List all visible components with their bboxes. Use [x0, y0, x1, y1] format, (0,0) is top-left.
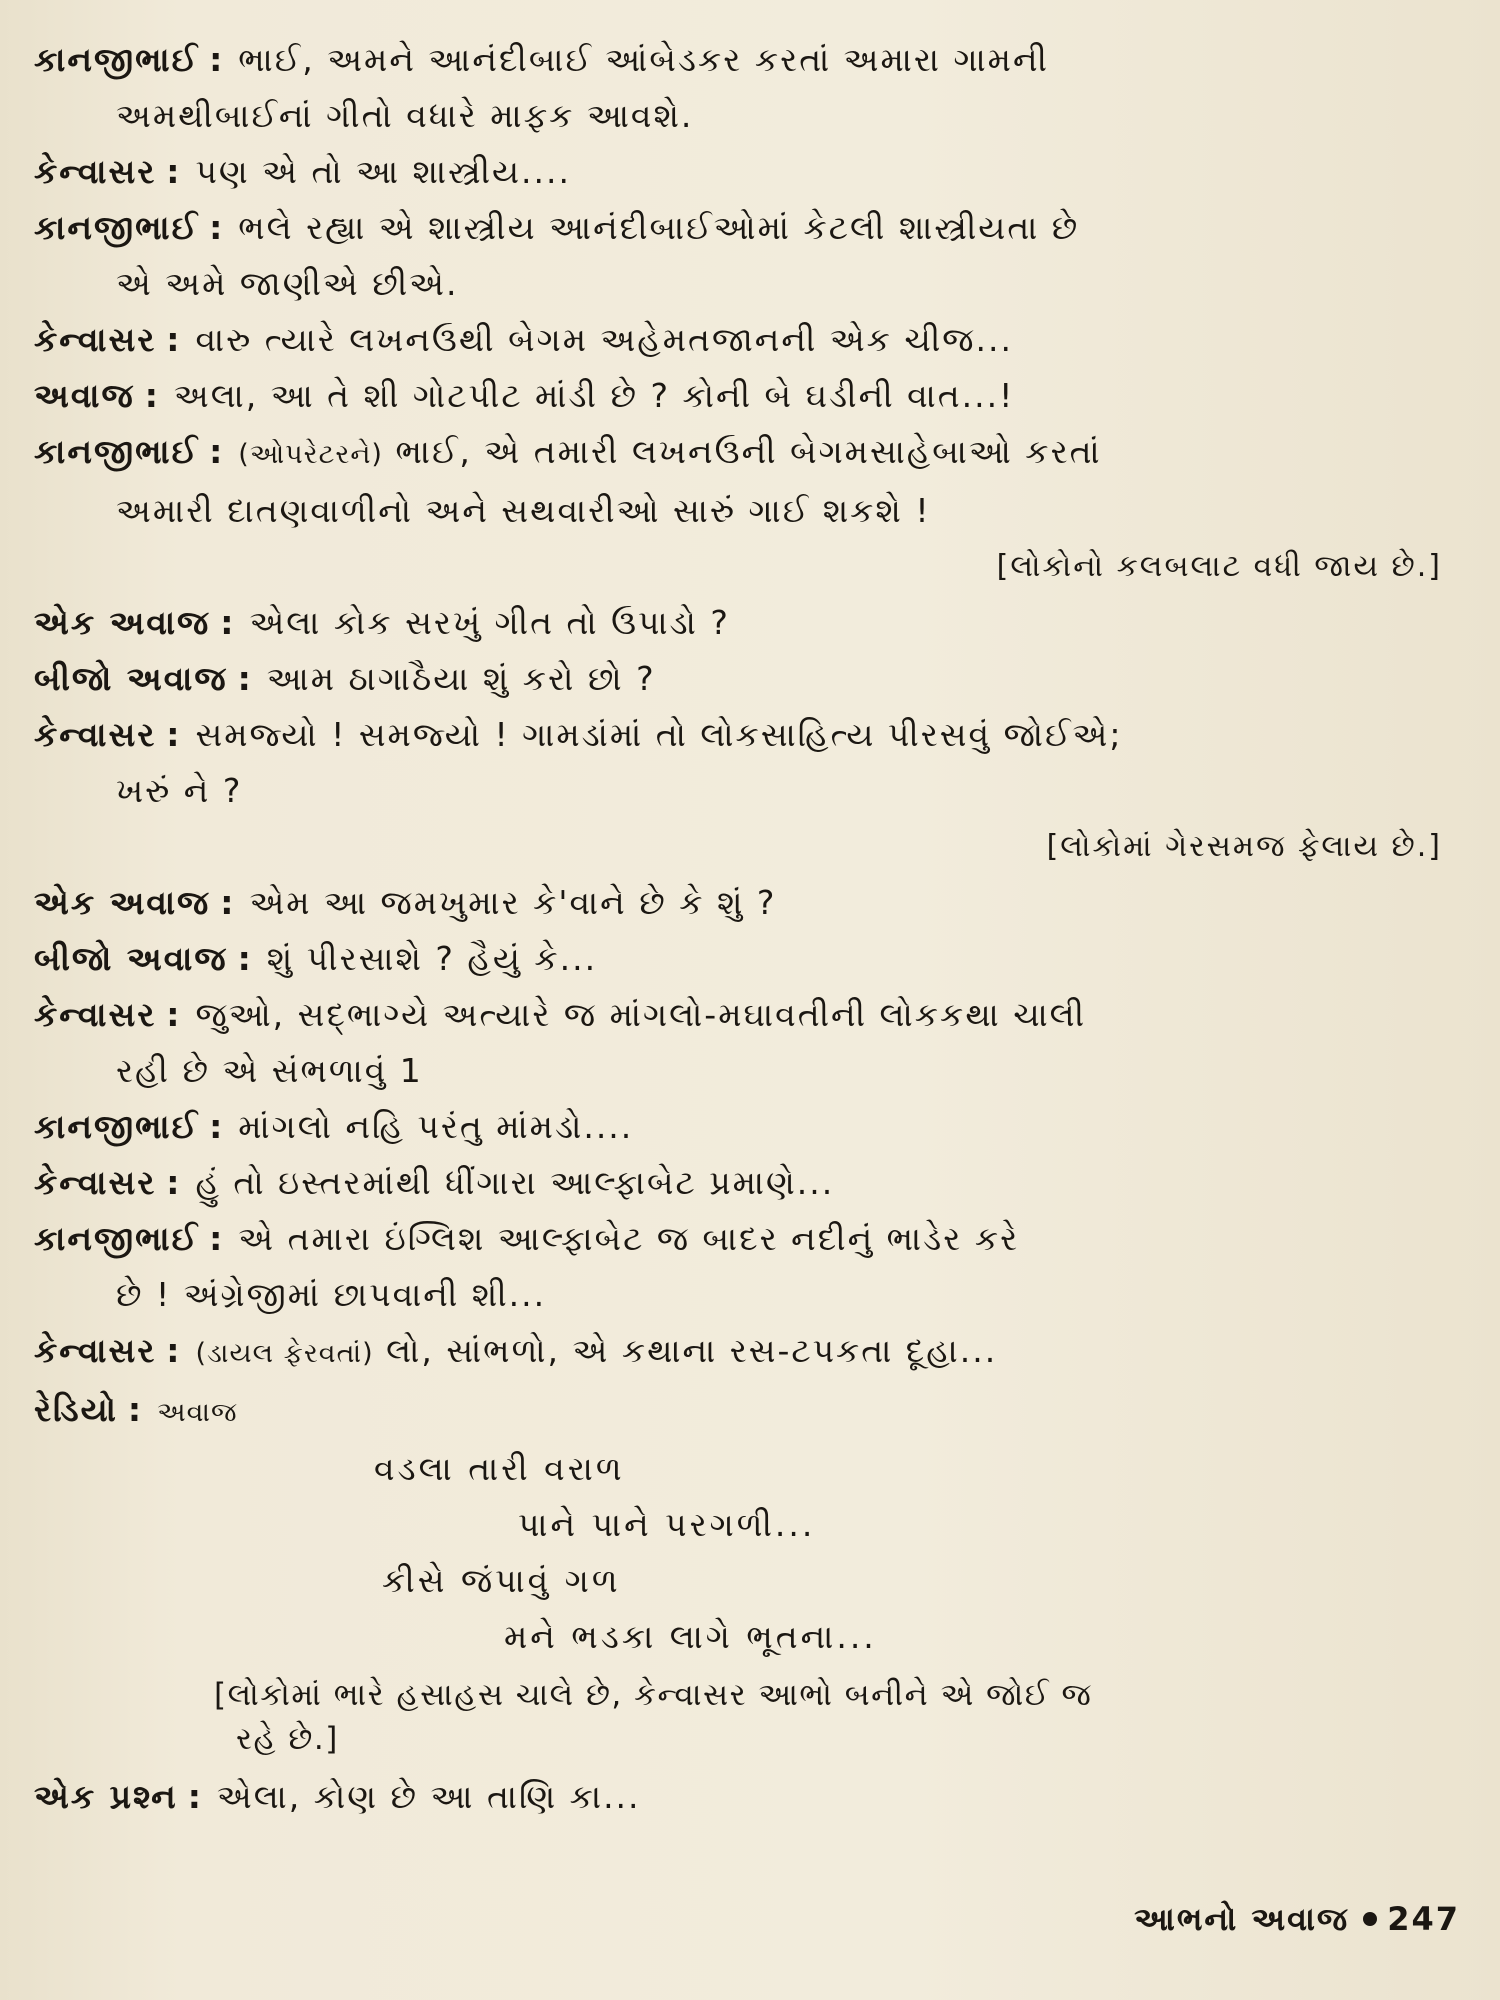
- dialogue-text: જુઓ, સદ્ભાગ્યે અત્યારે જ માંગલો-મઘાવતીની લોકકથા ચાલી: [195, 995, 1087, 1034]
- speaker: કેન્વાસર: [34, 1331, 157, 1370]
- poem-line: કીસે જંપાવું ગળ: [382, 1561, 621, 1600]
- colon: :: [209, 1219, 225, 1258]
- dialogue-text: ભાઈ, એ તમારી લખનઉની બેગમસાહેબાઓ કરતાં: [395, 432, 1102, 471]
- dialogue-continuation: રહી છે એ સંભળાવું 1: [116, 1051, 423, 1090]
- dialogue-line: [34, 152, 1464, 192]
- colon: :: [220, 883, 236, 922]
- stage-direction-text: [લોકોમાં ભારે હસાહસ ચાલે છે, કેન્વાસર આભો બનીને એ જોઈ જ: [214, 1677, 1093, 1713]
- dialogue-line: [34, 883, 1464, 923]
- book-title: આભનો અવાજ: [1134, 1900, 1350, 1938]
- dialogue-line: [34, 1777, 1464, 1817]
- running-footer: [1134, 1900, 1460, 1939]
- colon: :: [209, 432, 225, 471]
- dialogue-line: [34, 995, 1464, 1035]
- speaker: કેન્વાસર: [34, 1163, 157, 1202]
- stage-direction: [લોકોનો કલબલાટ વધી જાય છે.]: [996, 549, 1442, 584]
- colon: :: [127, 1390, 144, 1429]
- colon: :: [166, 1331, 182, 1370]
- stage-direction-inline: (ડાયલ ફેરવતાં): [195, 1338, 374, 1369]
- speaker: કેન્વાસર: [34, 320, 157, 359]
- dialogue-line: [34, 715, 1464, 755]
- dialogue-line: [34, 320, 1464, 360]
- speaker: કાનજીભાઈ: [34, 208, 200, 247]
- colon: :: [166, 1163, 182, 1202]
- dialogue-line: [34, 1163, 1464, 1203]
- dialogue-line: [34, 432, 1464, 475]
- dialogue-line: [34, 1331, 1464, 1374]
- colon: :: [166, 715, 182, 754]
- dialogue-text: એલા કોક સરખું ગીત તો ઉપાડો ?: [249, 603, 730, 642]
- speaker: બીજો અવાજ: [34, 659, 228, 698]
- speaker: કાનજીભાઈ: [34, 1107, 200, 1146]
- dialogue-continuation: ખરું ને ?: [116, 771, 243, 810]
- colon: :: [237, 659, 253, 698]
- colon: :: [144, 376, 160, 415]
- dialogue-text: હું તો ઇસ્તરમાંથી ધીંગારા આલ્ફાબેટ પ્રમાણે...: [195, 1163, 835, 1202]
- dialogue-text: પણ એ તો આ શાસ્ત્રીય....: [195, 152, 572, 191]
- speaker: કાનજીભાઈ: [34, 40, 200, 79]
- dialogue-text: વારુ ત્યારે લખનઉથી બેગમ અહેમતજાનની એક ચીજ...: [195, 320, 1013, 359]
- dialogue-text: અલા, આ તે શી ગોટપીટ માંડી છે ? કોની બે ઘડીની વાત...!: [173, 376, 1015, 415]
- colon: :: [209, 208, 225, 247]
- dialogue-continuation: છે ! અંગ્રેજીમાં છાપવાની શી...: [116, 1275, 547, 1314]
- speaker: બીજો અવાજ: [34, 939, 228, 978]
- colon: :: [166, 320, 182, 359]
- poem-line: વડલા તારી વરાળ: [374, 1449, 625, 1488]
- dialogue-text: લો, સાંભળો, એ કથાના રસ-ટપકતા દૂહા...: [386, 1331, 998, 1370]
- dialogue-line: [34, 208, 1464, 248]
- speaker: કાનજીભાઈ: [34, 1219, 200, 1258]
- colon: :: [209, 1107, 225, 1146]
- stage-direction-block: [34, 1673, 1494, 1761]
- poem-line: મને ભડકા લાગે ભૂતના...: [504, 1617, 877, 1656]
- dialogue-text: ભલે રહ્યા એ શાસ્ત્રીય આનંદીબાઈઓમાં કેટલી શાસ્ત્રીયતા છે: [238, 208, 1080, 247]
- colon: :: [209, 40, 225, 79]
- speaker: કેન્વાસર: [34, 715, 157, 754]
- speaker: અવાજ: [34, 376, 135, 415]
- speaker: રેડિયો: [34, 1390, 118, 1429]
- dialogue-text: એમ આ જમખુમાર કે'વાને છે કે શું ?: [249, 883, 777, 922]
- dialogue-text: એલા, કોણ છે આ તાણિ કા...: [216, 1777, 641, 1816]
- dialogue-text: એ તમારા ઇંગ્લિશ આલ્ફાબેટ જ બાદર નદીનું ભાડેર કરે: [238, 1219, 1020, 1258]
- colon: :: [166, 995, 182, 1034]
- colon: :: [237, 939, 253, 978]
- stage-direction-continuation: રહે છે.]: [236, 1721, 339, 1757]
- dialogue-line: [34, 1390, 1464, 1433]
- dialogue-text: આમ ઠાગાઠૈયા શું કરો છો ?: [266, 659, 656, 698]
- dialogue-continuation: અમથીબાઈનાં ગીતો વધારે માફક આવશે.: [116, 96, 694, 135]
- colon: :: [220, 603, 236, 642]
- dialogue-line: [34, 1107, 1464, 1147]
- dialogue-text: શું પીરસાશે ? હૈયું કે...: [266, 939, 598, 978]
- dialogue-line: [34, 603, 1464, 643]
- speaker: કાનજીભાઈ: [34, 432, 200, 471]
- dialogue-line: [34, 939, 1464, 979]
- stage-direction: [લોકોમાં ગેરસમજ ફેલાય છે.]: [1046, 829, 1442, 864]
- speaker: એક અવાજ: [34, 883, 211, 922]
- dialogue-text: અવાજ: [157, 1397, 238, 1428]
- dialogue-line: [34, 376, 1464, 416]
- dialogue-text: ભાઈ, અમને આનંદીબાઈ આંબેડકર કરતાં અમારા ગામની: [238, 40, 1049, 79]
- dialogue-line: [34, 40, 1464, 80]
- bullet-icon: [1363, 1912, 1377, 1926]
- speaker: કેન્વાસર: [34, 152, 157, 191]
- dialogue-continuation: અમારી દાતણવાળીનો અને સથવારીઓ સારું ગાઈ શકશે !: [116, 491, 931, 530]
- dialogue-line: [34, 1219, 1464, 1259]
- speaker: એક અવાજ: [34, 603, 211, 642]
- poem-line: પાને પાને પરગળી...: [518, 1505, 816, 1544]
- dialogue-line: [34, 659, 1464, 699]
- speaker: કેન્વાસર: [34, 995, 157, 1034]
- colon: :: [166, 152, 182, 191]
- dialogue-text: માંગલો નહિ પરંતુ માંમડો....: [238, 1107, 634, 1146]
- dialogue-continuation: એ અમે જાણીએ છીએ.: [116, 264, 459, 303]
- page-number: 247: [1387, 1900, 1460, 1938]
- speaker: એક પ્રશ્ન: [34, 1777, 178, 1816]
- stage-direction-inline: (ઓપરેટરને): [238, 439, 383, 470]
- colon: :: [187, 1777, 203, 1816]
- dialogue-text: સમજ્યો ! સમજ્યો ! ગામડાંમાં તો લોકસાહિત્ય પીરસવું જોઈએ;: [195, 715, 1123, 754]
